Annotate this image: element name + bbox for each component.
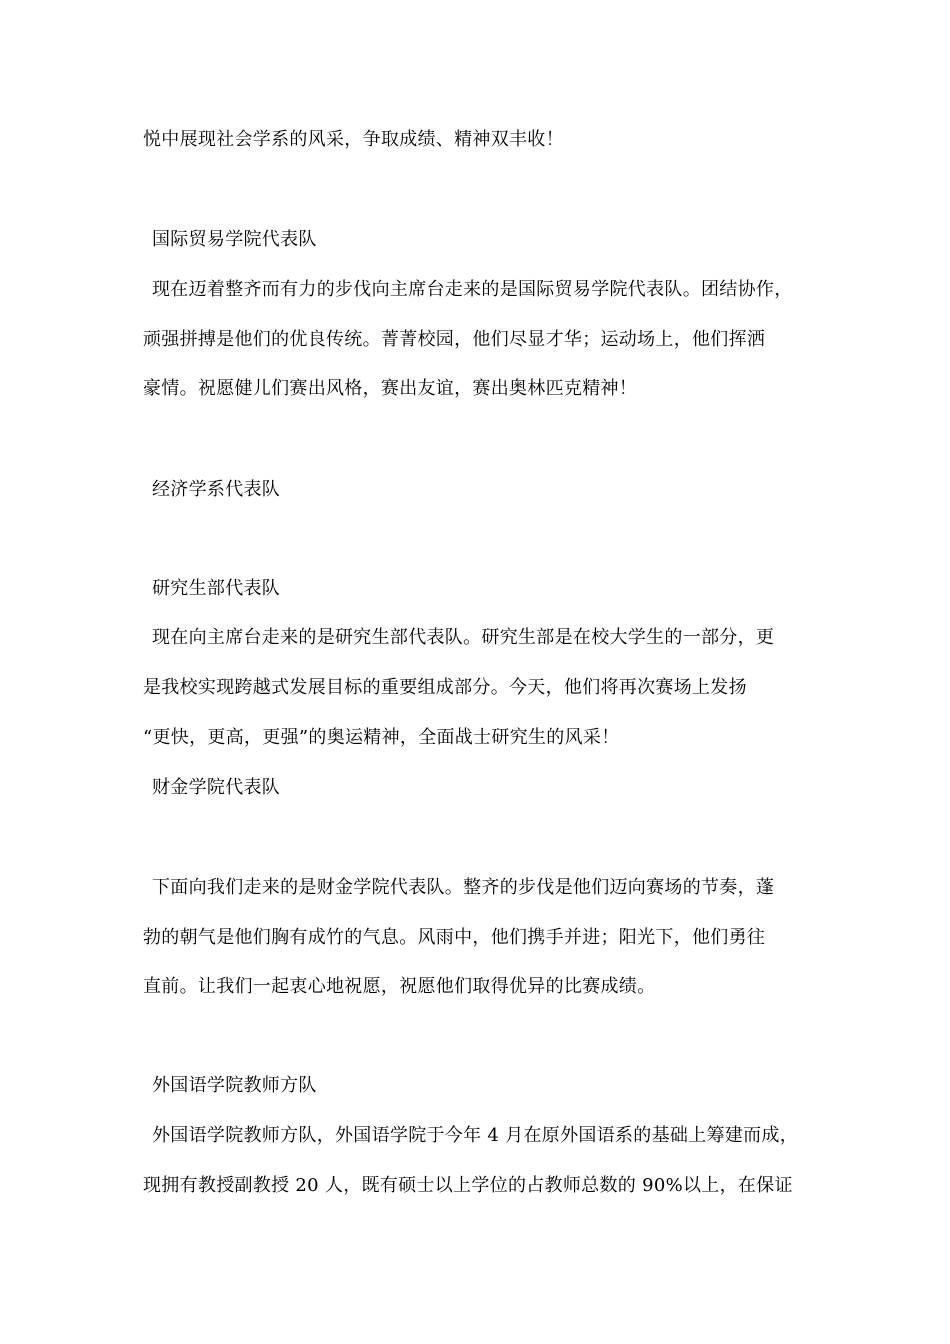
paragraph-line: 勃的朝气是他们胸有成竹的气息。风雨中，他们携手并进；阳光下，他们勇往 [143, 927, 766, 948]
paragraph-line: 是我校实现跨越式发展目标的重要组成部分。今天，他们将再次赛场上发扬 [143, 677, 747, 698]
paragraph-line: 顽强拼搏是他们的优良传统。菁菁校园，他们尽显才华；运动场上，他们挥洒 [143, 329, 766, 350]
paragraph-line: 现在向主席台走来的是研究生部代表队。研究生部是在校大学生的一部分，更 [152, 627, 775, 648]
paragraph-line: 现在迈着整齐而有力的步伐向主席台走来的是国际贸易学院代表队。团结协作， [152, 279, 793, 300]
paragraph-line: 直前。让我们一起衷心地祝愿，祝愿他们取得优异的比赛成绩。 [143, 976, 656, 997]
paragraph-line: “更快，更高，更强”的奥运精神，全面战士研究生的风采！ [143, 727, 620, 748]
section-heading: 国际贸易学院代表队 [152, 229, 317, 250]
section-heading: 外国语学院教师方队 [152, 1075, 317, 1096]
paragraph-line: 现拥有教授副教授 20 人，既有硕士以上学位的占教师总数的 90%以上，在保证 [143, 1175, 793, 1196]
paragraph-line: 悦中展现社会学系的风采，争取成绩、精神双丰收！ [143, 129, 564, 150]
paragraph-line: 豪情。祝愿健儿们赛出风格，赛出友谊，赛出奥林匹克精神！ [143, 378, 638, 399]
section-heading: 经济学系代表队 [152, 479, 281, 500]
section-heading: 财金学院代表队 [152, 777, 281, 798]
paragraph-line: 外国语学院教师方队，外国语学院于今年 4 月在原外国语系的基础上筹建而成， [152, 1125, 798, 1146]
section-heading: 研究生部代表队 [152, 578, 281, 599]
paragraph-line: 下面向我们走来的是财金学院代表队。整齐的步伐是他们迈向赛场的节奏，蓬 [152, 877, 775, 898]
